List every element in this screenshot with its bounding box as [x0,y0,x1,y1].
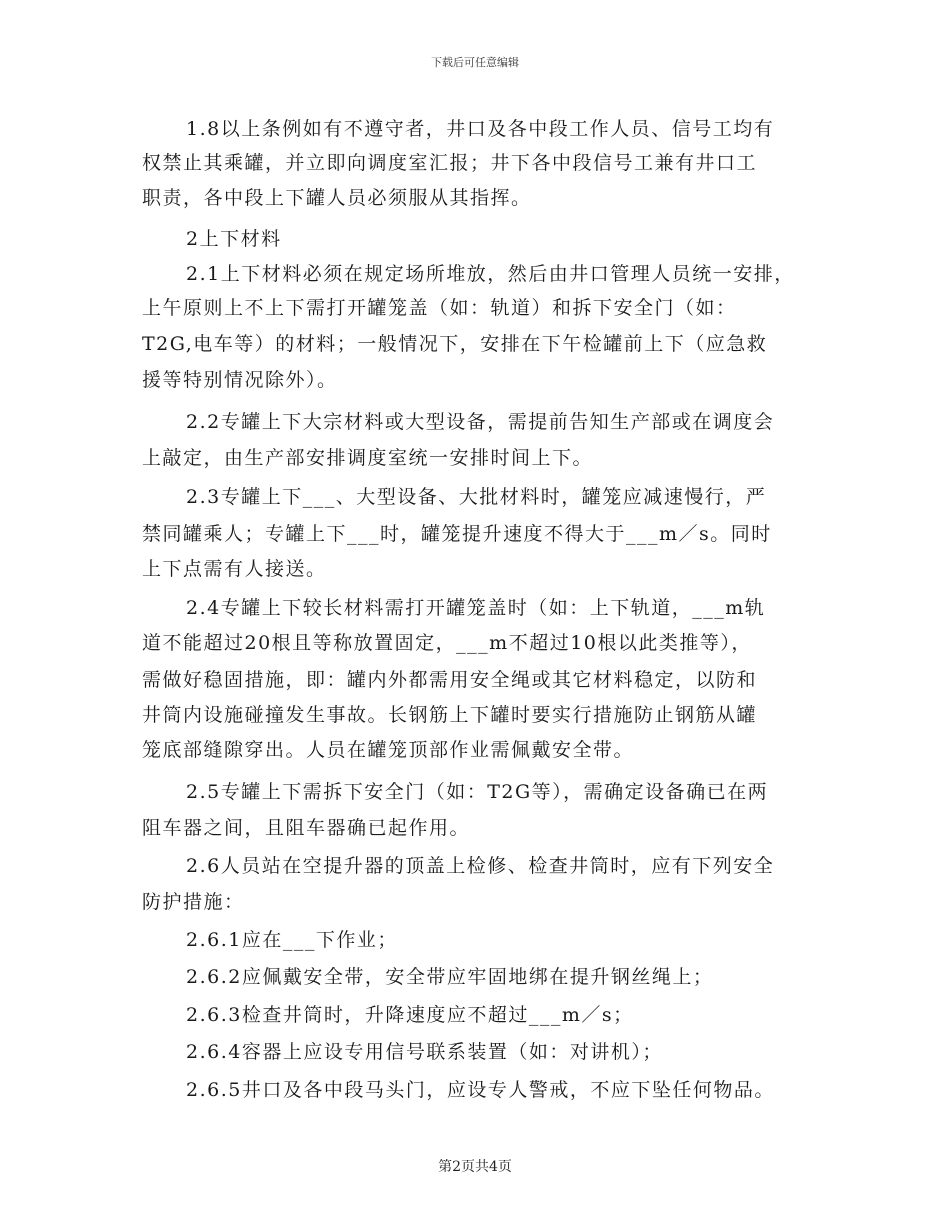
text-line: 上下点需有人接送。 [142,558,327,580]
text-line: 上敲定，由生产部安排调度室统一安排时间上下。 [142,447,594,469]
text-line: 阻车器之间，且阻车器确已起作用。 [142,817,471,839]
section-heading: 2上下材料 [186,228,282,250]
text-line: 2.4专罐上下较长材料需打开罐笼盖时（如：上下轨道，___m轨 [186,597,766,619]
text-line: 2.6.1应在___下作业； [186,929,398,951]
text-line: 防护措施： [142,891,245,913]
text-line: 道不能超过20根且等称放置固定，___m不超过10根以此类推等）， [142,632,752,654]
text-line: 上午原则上不上下需打开罐笼盖（如：轨道）和拆下安全门（如： [142,297,737,319]
text-line: 2.6.4容器上应设专用信号联系装置（如：对讲机）； [186,1041,663,1063]
text-line: 2.3专罐上下___、大型设备、大批材料时，罐笼应减速慢行，严 [186,486,767,508]
text-line: 2.5专罐上下需拆下安全门（如：T2G等），需确定设备确已在两 [186,781,769,803]
text-line: 2.1上下材料必须在规定场所堆放，然后由井口管理人员统一安排， [186,263,795,285]
page-header: 下载后可任意编辑 [431,56,519,69]
text-line: 1.8以上条例如有不遵守者，井口及各中段工作人员、信号工均有 [186,118,775,140]
text-line: 2.6.3检查井筒时，升降速度应不超过___m／s； [186,1004,634,1026]
page-footer: 第2页共4页 [438,1159,512,1175]
text-line: 职责，各中段上下罐人员必须服从其指挥。 [142,187,532,209]
text-line: T2G,电车等）的材料；一般情况下，安排在下午检罐前上下（应急救 [142,333,768,355]
text-line: 2.6人员站在空提升器的顶盖上检修、检查井筒时，应有下列安全 [186,855,775,877]
text-line: 禁同罐乘人；专罐上下___时，罐笼提升速度不得大于___m／s。同时 [142,523,772,545]
text-line: 2.6.5井口及各中段马头门，应设专人警戒，不应下坠任何物品。 [186,1079,775,1101]
text-line: 权禁止其乘罐，并立即向调度室汇报；井下各中段信号工兼有井口工 [142,152,758,174]
text-line: 援等特别情况除外）。 [142,369,338,391]
text-line: 需做好稳固措施，即：罐内外都需用安全绳或其它材料稳定，以防和 [142,669,758,691]
text-line: 笼底部缝隙穿出。人员在罐笼顶部作业需佩戴安全带。 [142,739,635,761]
text-line: 井筒内设施碰撞发生事故。长钢筋上下罐时要实行措施防止钢筋从罐 [142,704,758,726]
text-line: 2.6.2应佩戴安全带，安全带应牢固地绑在提升钢丝绳上； [186,966,714,988]
text-line: 2.2专罐上下大宗材料或大型设备，需提前告知生产部或在调度会 [186,411,775,433]
